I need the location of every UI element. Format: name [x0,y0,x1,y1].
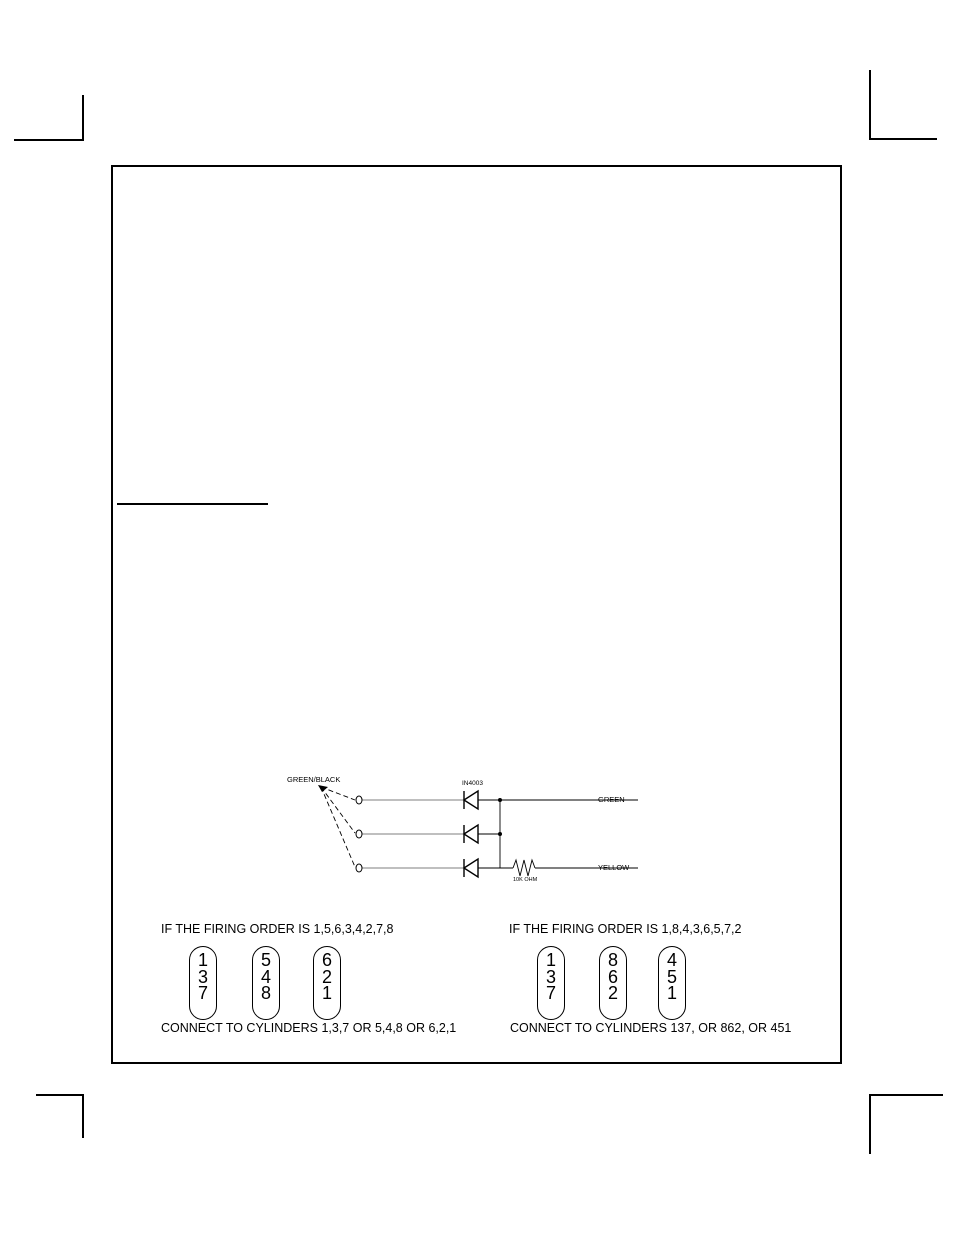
resistor [513,860,535,876]
right-cylinder-group-3 [658,946,686,1020]
cylinder-number: 7 [197,983,208,1003]
cylinder-number: 4 [666,950,677,970]
right-firing-order-text: IF THE FIRING ORDER IS 1,8,4,3,6,5,7,2 [509,922,742,936]
junction-2 [498,832,502,836]
cylinder-number: 1 [197,950,208,970]
junction-1 [498,798,502,802]
cylinder-number: 7 [545,983,556,1003]
cylinder-number: 2 [321,966,332,987]
cylinder-number: 8 [260,983,271,1003]
left-firing-order-text: IF THE FIRING ORDER IS 1,5,6,3,4,2,7,8 [161,922,394,936]
cylinder-number: 6 [607,966,618,987]
right-connect-text: CONNECT TO CYLINDERS 137, OR 862, OR 451 [510,1021,792,1035]
right-cylinder-group-1 [537,946,565,1020]
diode-label: IN4003 [462,780,483,787]
left-cylinder-group-3 [313,946,341,1020]
cylinder-number: 1 [545,950,556,970]
source-arrowhead [318,785,328,792]
cylinder-number: 2 [607,983,618,1003]
left-cylinder-group-1 [189,946,217,1020]
cylinder-number: 3 [197,966,208,987]
diode-3 [464,859,478,877]
cylinder-number: 6 [321,950,332,970]
output-yellow-label: YELLOW [598,863,630,872]
left-connect-text: CONNECT TO CYLINDERS 1,3,7 OR 5,4,8 OR 6,2,1 [161,1021,457,1035]
cylinder-number: 5 [260,950,271,970]
cylinder-number: 5 [666,966,677,987]
thin-wires [362,800,463,868]
cylinder-number: 1 [321,983,332,1003]
diode-2 [464,825,478,843]
cylinder-number: 4 [260,966,271,987]
dashed-leads [321,787,355,867]
wire-terminals [356,796,362,872]
wire-source-label: GREEN/BLACK [287,775,341,784]
diode-1 [464,791,478,809]
cylinder-number: 8 [607,950,618,970]
cylinder-number: 1 [666,983,677,1003]
cylinder-number: 3 [545,966,556,987]
left-cylinder-group-2 [252,946,280,1020]
output-green-label: GREEN [598,795,625,804]
resistor-label: 10K OHM [513,877,538,883]
terminal-2 [356,830,362,838]
terminal-3 [356,864,362,872]
terminal-1 [356,796,362,804]
right-cylinder-group-2 [599,946,627,1020]
